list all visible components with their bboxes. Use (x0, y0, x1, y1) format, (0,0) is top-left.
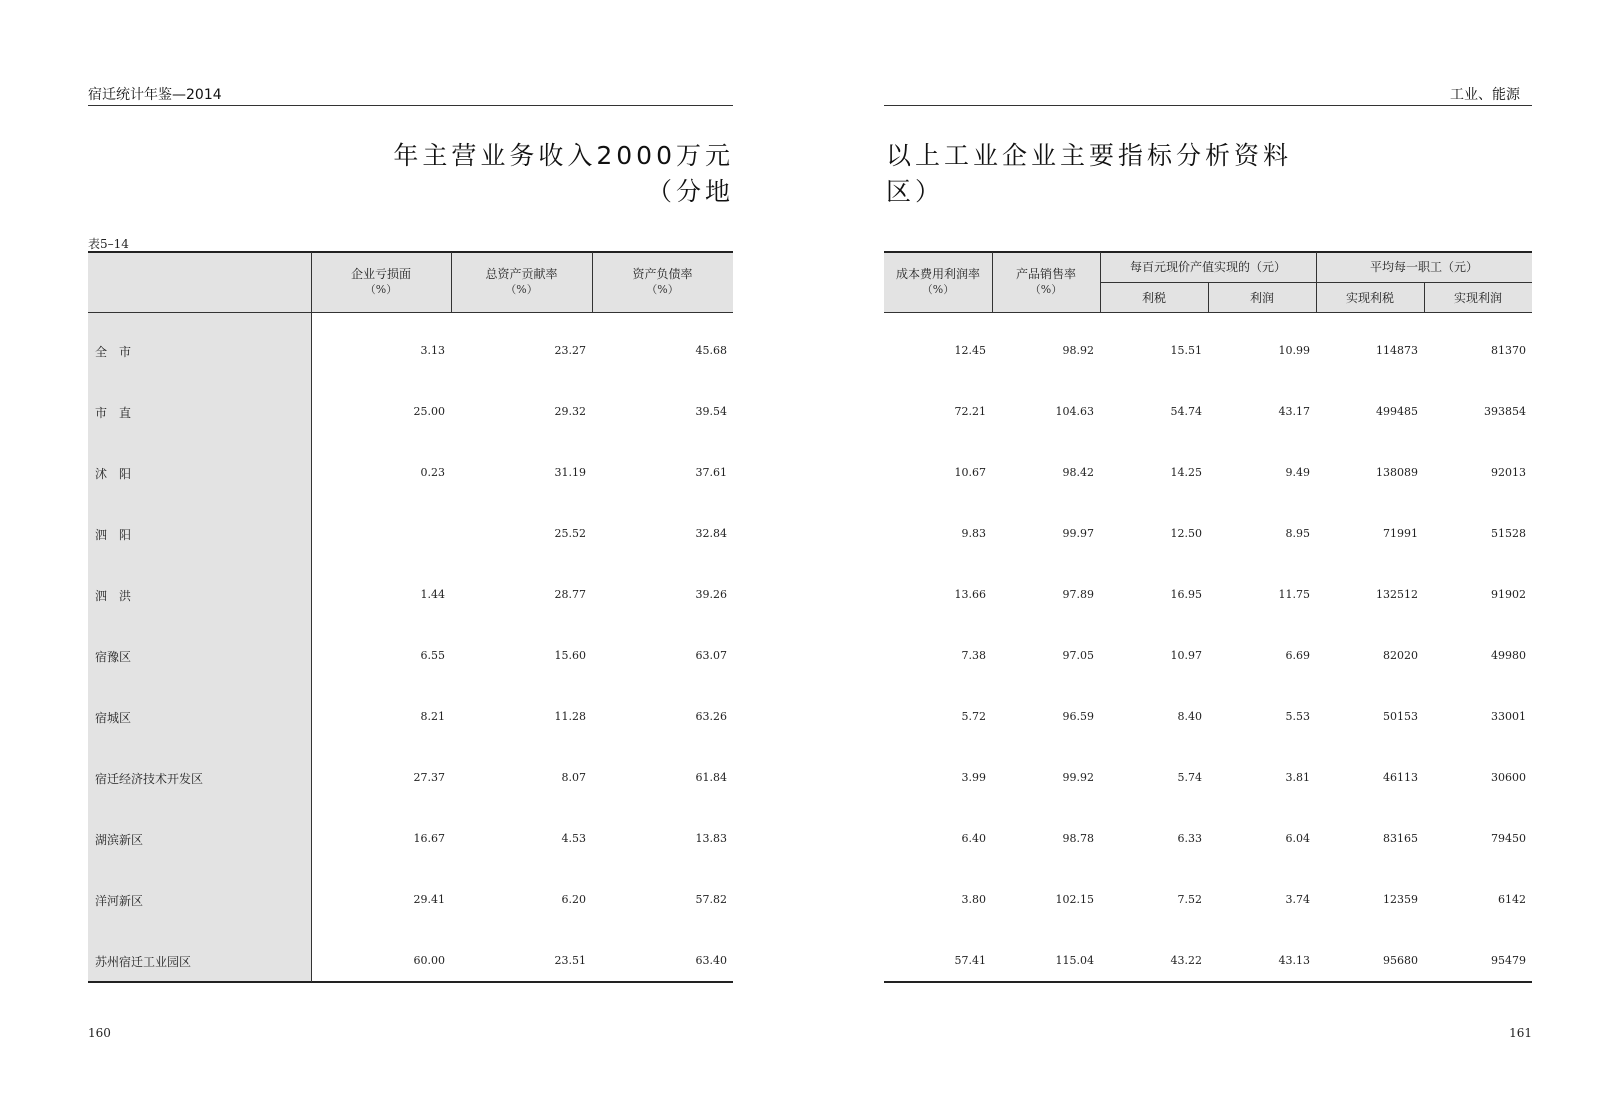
table-cell: 8.07 (561, 771, 586, 784)
table-cell: 82020 (1383, 649, 1418, 662)
right-header-bottom-rule (884, 312, 1532, 313)
table-cell: 71991 (1383, 527, 1418, 540)
table-cell: 8.21 (420, 710, 445, 723)
table-cell: 5.53 (1285, 710, 1310, 723)
table-cell: 11.75 (1278, 588, 1310, 601)
left-header-bottom-rule (88, 312, 733, 313)
table-cell: 6.55 (420, 649, 445, 662)
region-label: 宿城区 (95, 711, 132, 725)
table-cell: 63.07 (695, 649, 727, 662)
table-cell: 13.83 (695, 832, 727, 845)
table-cell: 3.13 (420, 344, 445, 357)
table-cell: 16.95 (1170, 588, 1202, 601)
table-cell: 63.26 (695, 710, 727, 723)
region-label: 湖滨新区 (95, 833, 144, 847)
table-cell: 14.25 (1170, 466, 1202, 479)
region-label: 苏州宿迁工业园区 (95, 955, 192, 969)
col-header-debt-ratio: 资产负债率 （%） (632, 267, 693, 296)
sub-header-profit: 利润 (1249, 291, 1274, 305)
table-cell: 43.22 (1170, 954, 1202, 967)
region-label: 泗 洪 (95, 589, 132, 603)
table-cell: 5.72 (961, 710, 986, 723)
table-cell: 10.99 (1278, 344, 1310, 357)
table-cell: 37.61 (695, 466, 727, 479)
table-cell: 98.78 (1062, 832, 1094, 845)
title-left-line2: （分地 (646, 177, 734, 206)
table-cell: 132512 (1376, 588, 1418, 601)
table-cell: 13.66 (954, 588, 986, 601)
table-cell: 3.99 (961, 771, 986, 784)
sub-header-tax-profit: 利税 (1141, 291, 1166, 305)
table-cell: 97.89 (1062, 588, 1094, 601)
table-cell: 23.51 (554, 954, 586, 967)
sub-header-employee-profit: 实现利润 (1453, 291, 1502, 305)
table-cell: 99.97 (1062, 527, 1094, 540)
table-cell: 46113 (1383, 771, 1418, 784)
table-cell: 138089 (1376, 466, 1418, 479)
table-cell: 15.60 (554, 649, 586, 662)
table-cell: 91902 (1491, 588, 1526, 601)
table-cell: 6.40 (961, 832, 986, 845)
table-cell: 3.80 (961, 893, 986, 906)
group-header-per-hundred-yuan: 每百元现价产值实现的（元） (1129, 260, 1286, 274)
table-cell: 49980 (1491, 649, 1526, 662)
table-cell: 9.83 (961, 527, 986, 540)
table-cell: 12.45 (954, 344, 986, 357)
col-header-loss-ratio: 企业亏损面 （%） (350, 267, 411, 296)
table-cell: 96.59 (1062, 710, 1094, 723)
region-label: 泗 阳 (95, 528, 132, 542)
table-cell: 115.04 (1055, 954, 1094, 967)
region-label: 宿豫区 (95, 650, 132, 664)
table-cell: 98.92 (1062, 344, 1094, 357)
region-label: 沭 阳 (95, 467, 132, 481)
table-cell: 57.82 (695, 893, 727, 906)
label-column-shade (88, 252, 311, 982)
table-cell: 29.41 (413, 893, 445, 906)
region-label: 宿迁经济技术开发区 (95, 772, 204, 786)
table-cell: 23.27 (554, 344, 586, 357)
table-cell: 6.20 (561, 893, 586, 906)
table-cell: 6.04 (1285, 832, 1310, 845)
table-cell: 39.26 (695, 588, 727, 601)
table-cell: 7.38 (961, 649, 986, 662)
table-cell: 27.37 (413, 771, 445, 784)
page-number-left: 160 (88, 1026, 111, 1040)
table-cell: 32.84 (695, 527, 727, 540)
table-cell: 3.74 (1285, 893, 1310, 906)
table-cell: 11.28 (554, 710, 586, 723)
title-right-line2: 区） (886, 177, 945, 206)
table-cell: 83165 (1383, 832, 1418, 845)
running-header-right: 工业、能源 (1450, 87, 1520, 103)
left-top-rule (88, 251, 733, 253)
table-cell: 79450 (1491, 832, 1526, 845)
table-cell: 57.41 (954, 954, 986, 967)
sub-header-employee-tax-profit: 实现利税 (1345, 291, 1394, 305)
table-cell: 30600 (1491, 771, 1526, 784)
right-bottom-rule (884, 981, 1532, 983)
table-cell: 92013 (1491, 466, 1526, 479)
table-cell: 39.54 (695, 405, 727, 418)
table-id: 表5–14 (88, 237, 129, 251)
table-cell: 499485 (1376, 405, 1418, 418)
table-cell: 10.97 (1170, 649, 1202, 662)
table-cell: 98.42 (1062, 466, 1094, 479)
table-cell: 8.40 (1177, 710, 1202, 723)
table-cell: 8.95 (1285, 527, 1310, 540)
title-left-line1: 年主营业务收入2000万元 (393, 141, 734, 170)
label-column-divider (311, 252, 312, 982)
table-cell: 51528 (1491, 527, 1526, 540)
group-header-per-employee: 平均每一职工（元） (1369, 260, 1478, 274)
table-cell: 43.17 (1278, 405, 1310, 418)
running-header-left: 宿迁统计年鉴—2014 (88, 87, 222, 103)
table-cell: 10.67 (954, 466, 986, 479)
table-cell: 16.67 (413, 832, 445, 845)
title-right-line1: 以上工业企业主要指标分析资料 (886, 141, 1293, 170)
table-cell: 7.52 (1177, 893, 1202, 906)
table-cell: 6.69 (1285, 649, 1310, 662)
right-top-rule (884, 251, 1532, 253)
table-cell: 31.19 (554, 466, 586, 479)
table-cell: 9.49 (1285, 466, 1310, 479)
table-cell: 72.21 (954, 405, 986, 418)
table-cell: 25.00 (413, 405, 445, 418)
table-cell: 114873 (1376, 344, 1418, 357)
table-cell: 15.51 (1170, 344, 1202, 357)
table-cell: 6.33 (1177, 832, 1202, 845)
table-cell: 63.40 (695, 954, 727, 967)
left-bottom-rule (88, 981, 733, 983)
region-label: 市 直 (95, 406, 132, 420)
table-cell: 60.00 (413, 954, 445, 967)
header-rule-right (884, 105, 1532, 106)
table-cell: 6142 (1498, 893, 1526, 906)
table-cell: 12359 (1383, 893, 1418, 906)
table-cell: 61.84 (695, 771, 727, 784)
col-header-cost-profit-ratio: 成本费用利润率 （%） (895, 267, 980, 296)
table-cell: 45.68 (695, 344, 727, 357)
table-cell: 12.50 (1170, 527, 1202, 540)
table-cell: 3.81 (1285, 771, 1310, 784)
table-cell: 95479 (1491, 954, 1526, 967)
table-cell: 1.44 (420, 588, 445, 601)
table-cell: 393854 (1484, 405, 1526, 418)
table-cell: 95680 (1383, 954, 1418, 967)
table-cell: 50153 (1383, 710, 1418, 723)
table-cell: 54.74 (1170, 405, 1202, 418)
table-cell: 28.77 (554, 588, 586, 601)
col-header-asset-contribution: 总资产贡献率 （%） (485, 267, 558, 296)
region-label: 洋河新区 (95, 894, 144, 908)
table-cell: 4.53 (561, 832, 586, 845)
region-label: 全 市 (95, 345, 132, 359)
col-header-sales-ratio: 产品销售率 （%） (1015, 267, 1076, 296)
table-cell: 81370 (1491, 344, 1526, 357)
table-cell: 102.15 (1055, 893, 1094, 906)
header-rule-left (88, 105, 733, 106)
table-cell: 97.05 (1062, 649, 1094, 662)
table-cell: 43.13 (1278, 954, 1310, 967)
page-number-right: 161 (1509, 1026, 1532, 1040)
table-cell: 33001 (1491, 710, 1526, 723)
table-cell: 0.23 (420, 466, 445, 479)
table-cell: 104.63 (1055, 405, 1094, 418)
table-cell: 5.74 (1177, 771, 1202, 784)
table-cell: 25.52 (554, 527, 586, 540)
table-cell: 99.92 (1062, 771, 1094, 784)
table-cell: 29.32 (554, 405, 586, 418)
